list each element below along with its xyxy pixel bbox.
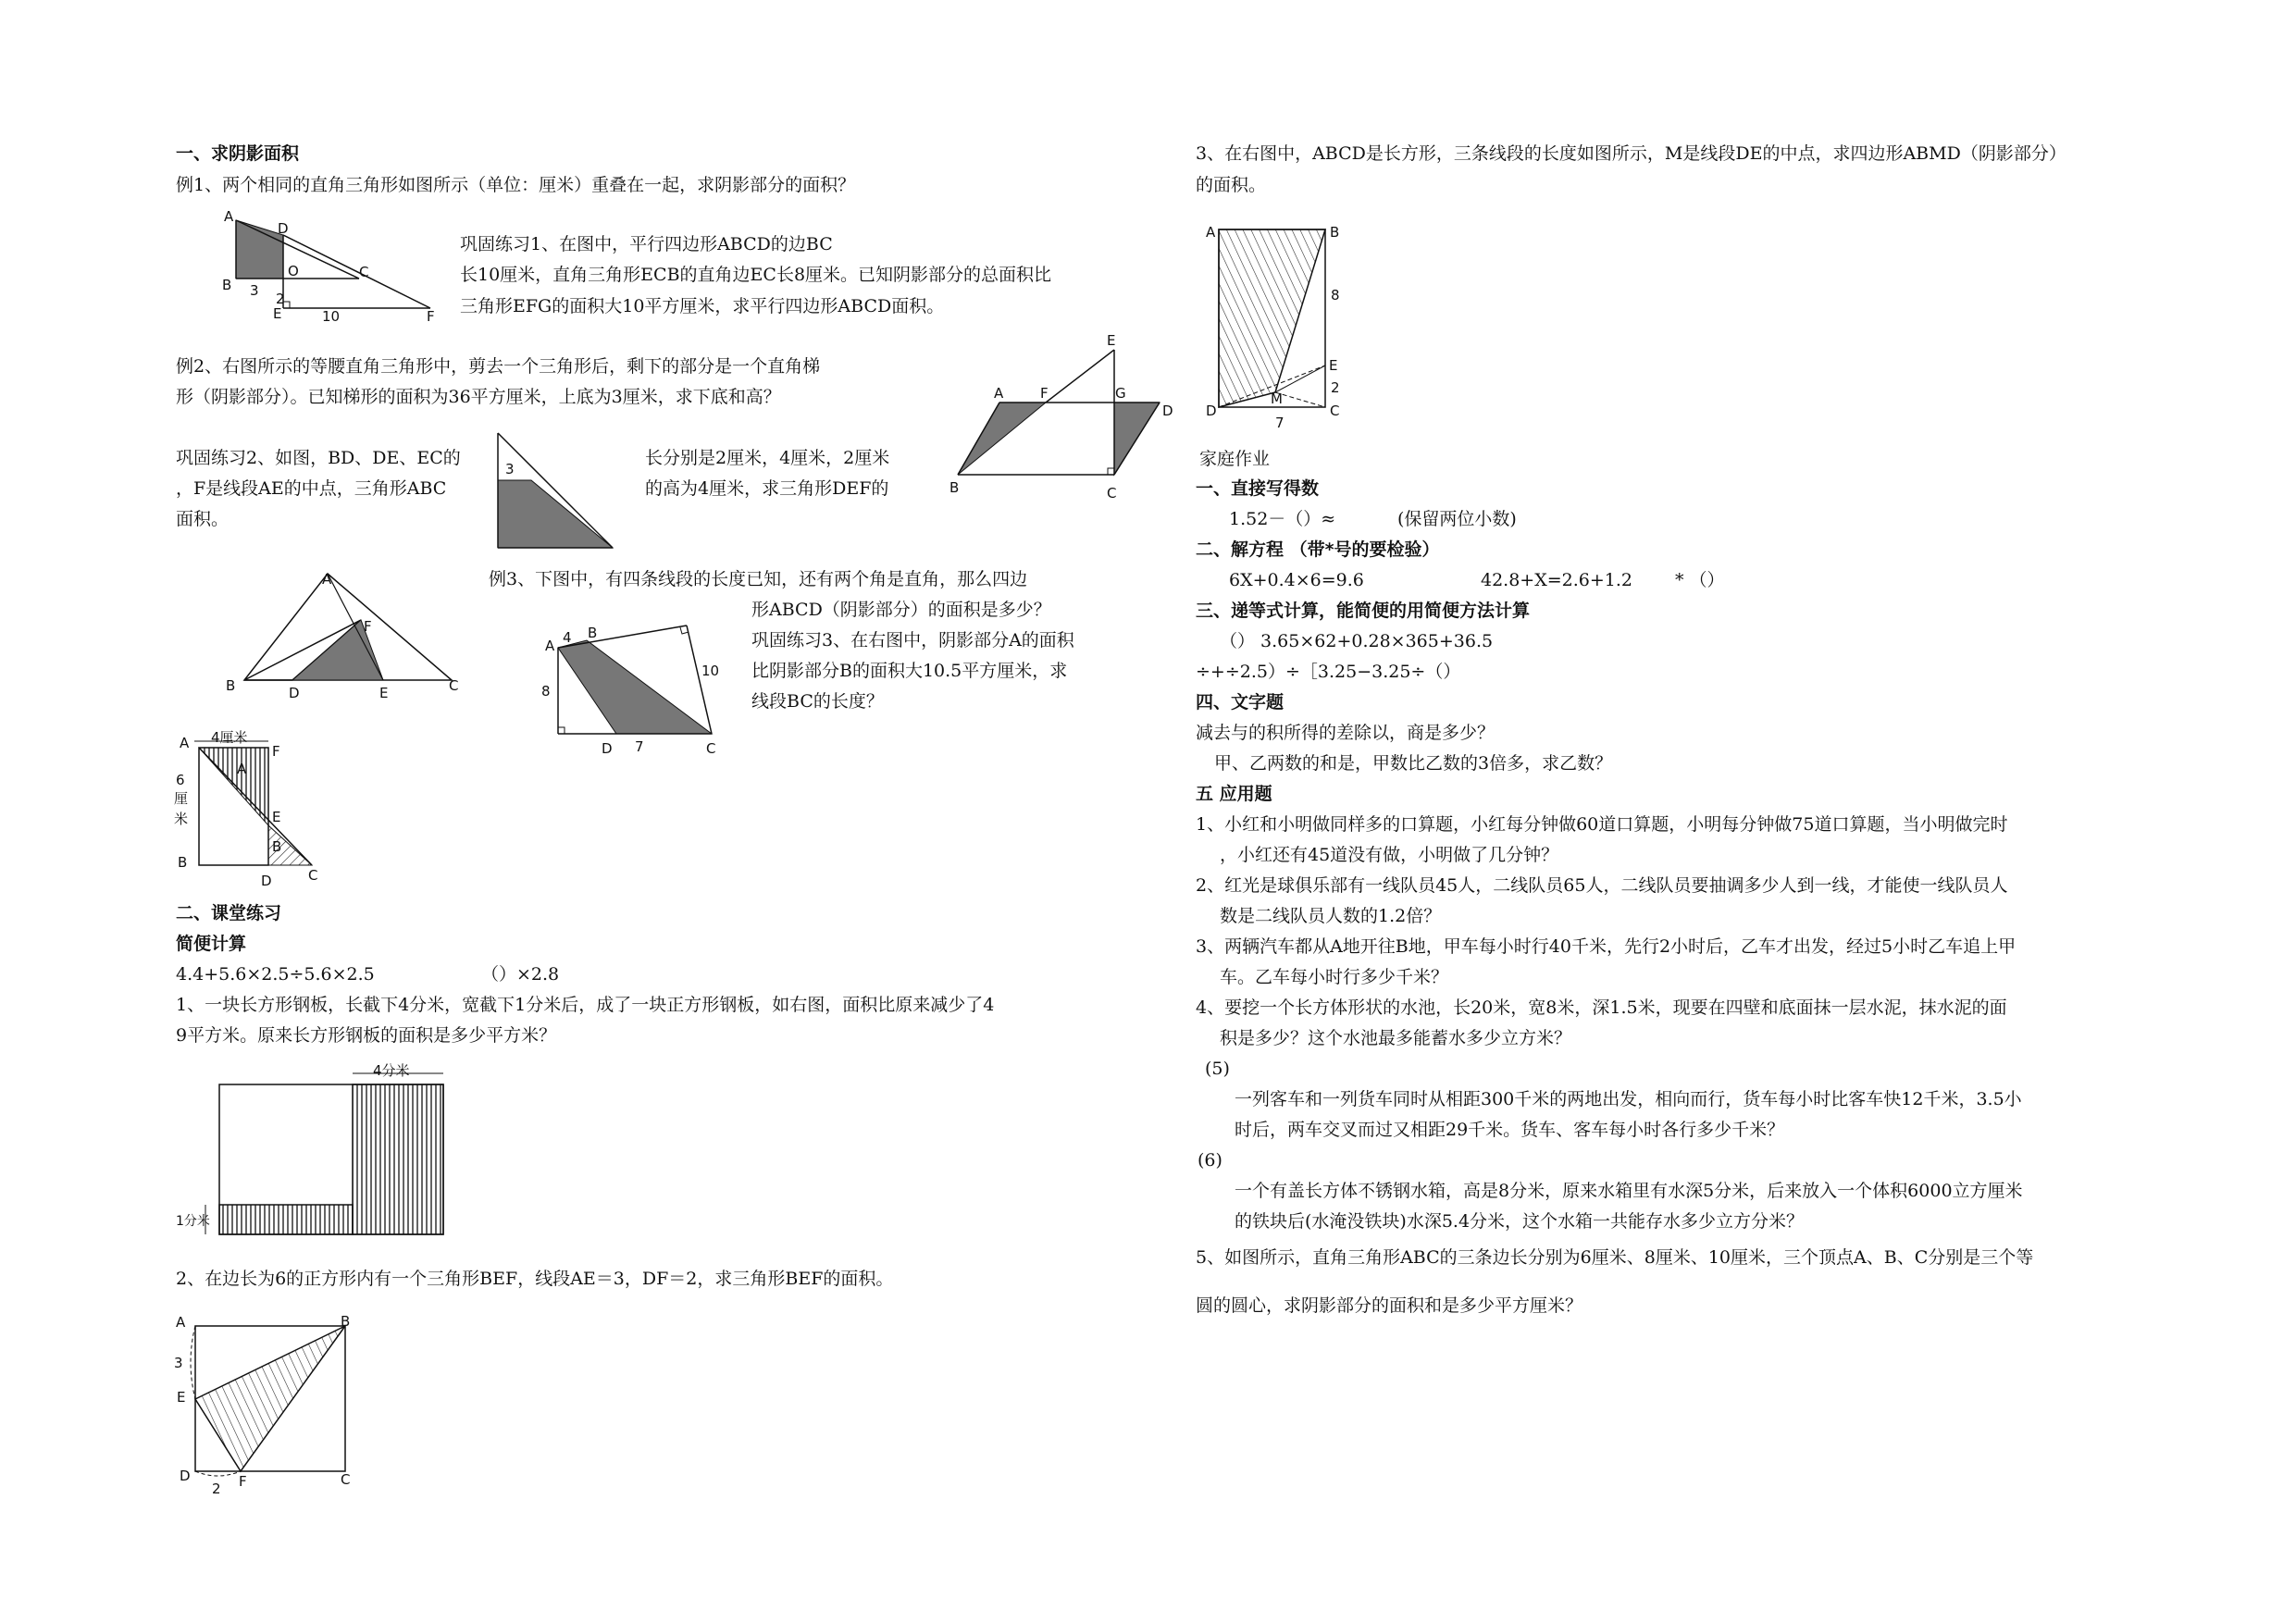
app-problem-1-line-2: ，小红还有45道没有做，小明做了几分钟？ [1220,845,1559,865]
example-3-line-2: 形ABCD（阴影部分）的面积是多少？ [751,600,1051,620]
figure-parallelogram [949,332,1173,502]
figure-isosceles-triangle [498,433,613,548]
label: 2 [276,291,285,307]
label: B [1330,224,1340,241]
question-1-line-2: 9平方米。原来长方形钢板的面积是多少平方米？ [176,1025,557,1046]
app-problem-5-line-2: 时后，两车交叉而过又相距29千米。货车、客车每小时各行多少千米？ [1235,1120,1785,1140]
shaded-trapezoid [236,220,283,279]
label: 3 [174,1355,183,1371]
app-problem-1-line-1: 1、小红和小明做同样多的口算题，小红每分钟做60道口算题，小明每分钟做75道口算题，当小明做完时 [1196,814,2008,835]
label: B [178,854,188,871]
equation-2: 42.8+X=2.6+1.2 [1481,570,1633,590]
calc-expression-1: 4.4+5.6×2.5÷5.6×2.5 [176,964,375,985]
app-problem-7-line-1: 5、如图所示，直角三角形ABC的三条边长分别为6厘米、8厘米、10厘米，三个顶点A、B、C分别是三个等 [1196,1247,2034,1268]
label: 8 [541,683,551,700]
practice-1-line-1: 巩固练习1、在图中，平行四边形ABCD的边BC [460,234,833,254]
label: B [222,277,232,293]
label: E [1329,357,1338,374]
figure-steel-plate [176,1062,443,1234]
label: A [176,1314,186,1331]
label: C [449,677,459,694]
figure-triangle-def [226,571,458,701]
app-problem-2-line-2: 数是二线队员人数的1.2倍？ [1220,906,1442,926]
homework-1-note: (保留两位小数) [1397,509,1517,529]
label: C [308,867,318,884]
app-problem-5-number: (5) [1205,1059,1230,1079]
label: A [224,208,234,225]
label: 10 [701,663,720,679]
practice-1-line-3: 三角形EFG的面积大10平方厘米，求平行四边形ABCD面积。 [460,296,945,316]
label: F [1040,385,1049,402]
word-problem-1: 减去与的积所得的差除以，商是多少？ [1196,723,1496,743]
label: B [949,479,960,496]
app-problem-6-line-2: 的铁块后(水淹没铁块)水深5.4分米，这个水箱一共能存水多少立方分米？ [1235,1211,1805,1232]
label: M [1271,390,1283,407]
label: A [237,761,247,777]
label: B [341,1313,351,1330]
label: G [1115,385,1126,402]
example-1-text: 例1、两个相同的直角三角形如图所示（单位：厘米）重叠在一起，求阴影部分的面积？ [176,175,856,195]
label: B [272,838,282,855]
app-problem-5-line-1: 一列客车和一列货车同时从相距300千米的两地出发，相向而行，货车每小时比客车快12千米，3.5小 [1235,1089,2022,1109]
example-3-line-1: 例3、下图中，有四条线段的长度已知，还有两个角是直角，那么四边 [489,569,1028,589]
label: D [261,873,272,889]
practice-3-line-3: 线段BC的长度？ [751,691,884,712]
homework-section-4: 四、文字题 [1196,692,1285,712]
app-problem-3-line-1: 3、两辆汽车都从A地开往B地，甲车每小时行40千米，先行2小时后，乙车才出发，经过5小时乙车追上甲 [1196,936,2017,957]
label: 2 [212,1481,221,1497]
label: C [359,264,369,280]
question-3-line-2: 的面积。 [1196,175,1267,195]
app-problem-3-line-2: 车。乙车每小时行多少千米？ [1220,967,1449,987]
label: C [1107,485,1117,502]
label: F [272,743,280,760]
example-2-line-1: 例2、右图所示的等腰直角三角形中，剪去一个三角形后，剩下的部分是一个直角梯 [176,356,821,377]
label: A [994,385,1004,402]
label: 6 [176,772,185,788]
practice-2-line-3: 面积。 [176,509,230,529]
label: D [289,685,300,701]
label: D [602,740,613,757]
equation-3: * （） [1675,570,1725,590]
label: C [1330,403,1340,419]
label: 厘 [174,790,189,807]
label: F [239,1473,247,1490]
label: E [273,305,282,322]
app-problem-2-line-1: 2、红光是球俱乐部有一线队员45人，二线队员65人，二线队员要抽调多少人到一线，才能使一线队员人 [1196,875,2008,896]
label: 3 [505,461,515,477]
app-problem-4-line-2: 积是多少？这个水池最多能蓄水多少立方米？ [1220,1028,1572,1048]
label: E [177,1389,186,1406]
label: 4分米 [373,1062,410,1079]
practice-2-line-1a: 巩固练习2、如图，BD、DE、EC的 [176,448,461,468]
practice-1-line-2: 长10厘米，直角三角形ECB的直角边EC长8厘米。已知阴影部分的总面积比 [460,265,1052,285]
label: 8 [1331,287,1340,304]
practice-3-line-2: 比阴影部分B的面积大10.5平方厘米，求 [751,661,1068,681]
homework-title: 家庭作业 [1199,449,1271,469]
word-problem-2: 甲、乙两数的和是，甲数比乙数的3倍多，求乙数？ [1214,753,1613,774]
figure-square-bef [174,1313,350,1497]
label: 3 [250,282,259,299]
label: C [706,740,716,757]
label: 2 [1331,379,1340,396]
question-1-line-1: 1、一块长方形钢板，长截下4分米，宽截下1分米后，成了一块正方形钢板，如右图，面积比原来减少了4 [176,995,995,1015]
practice-3-line-1: 巩固练习3、在右图中，阴影部分A的面积 [751,630,1074,650]
question-3-line-1: 3、在右图中，ABCD是长方形，三条线段的长度如图所示，M是线段DE的中点，求四边形ABMD（阴影部分） [1196,143,2066,164]
label: C [341,1471,351,1488]
homework-section-1: 一、直接写得数 [1196,478,1320,499]
practice-2-line-1b: 长分别是2厘米，4厘米，2厘米 [645,448,890,468]
homework-1-expr: 1.52－（）≈ [1229,509,1336,529]
calc-expression-2: （）×2.8 [481,964,560,985]
label: D [278,220,289,237]
stepwise-calc-1: （） 3.65×62+0.28×365+36.5 [1220,631,1494,651]
label: 7 [1275,415,1285,431]
label: B [588,625,598,641]
app-problem-4-line-1: 4、要挖一个长方体形状的水池，长20米，宽8米，深1.5米，现要在四壁和底面抹一层水泥，抹水泥的面 [1196,997,2007,1018]
label: F [364,618,372,635]
label: E [379,685,389,701]
homework-section-2: 二、解方程 （带*号的要检验） [1196,539,1440,560]
label: 4 [563,629,572,646]
label: E [272,809,281,825]
figure-striped-rectangle [174,729,317,889]
label: B [226,677,236,694]
label: 4厘米 [211,729,248,746]
equation-1: 6X+0.4×6=9.6 [1229,570,1364,590]
label: D [180,1468,191,1484]
app-problem-6-line-1: 一个有盖长方体不锈钢水箱，高是8分米，原来水箱里有水深5分米，后来放入一个体积6000立方厘米 [1235,1181,2023,1201]
section-title-class-practice: 二、课堂练习 [176,903,282,923]
label: O [288,263,299,279]
section-title-shadow-area: 一、求阴影面积 [176,143,300,164]
label: 1分米 [176,1214,210,1229]
label: 10 [322,308,341,325]
label: A [322,571,332,588]
stepwise-calc-2: ÷+÷2.5）÷［3.25−3.25÷（） [1196,662,1461,682]
app-problem-7-line-2: 圆的圆心，求阴影部分的面积和是多少平方厘米？ [1196,1295,1583,1316]
label: A [545,638,555,654]
subsection-simple-calc: 简便计算 [176,934,247,954]
label: F [427,308,435,325]
label: D [1162,403,1173,419]
homework-section-3: 三、递等式计算，能简便的用简便方法计算 [1196,601,1531,621]
label: 7 [635,738,644,755]
figure-rectangle-abmd [1206,224,1340,431]
label: 米 [174,811,189,827]
figure-quadrilateral [541,625,719,757]
practice-2-line-2b: 的高为4厘米，求三角形DEF的 [645,478,889,499]
example-2-line-2: 形（阴影部分）。已知梯形的面积为36平方厘米，上底为3厘米，求下底和高？ [176,387,781,407]
question-2-text: 2、在边长为6的正方形内有一个三角形BEF，线段AE＝3，DF＝2，求三角形BEF的面积。 [176,1269,894,1289]
homework-section-5: 五 应用题 [1196,784,1272,804]
figure-overlapping-triangles [222,208,435,325]
label: E [1107,332,1116,349]
label: A [180,735,190,751]
label: A [1206,224,1216,241]
practice-2-line-2a: ，F是线段AE的中点，三角形ABC [176,478,447,499]
label: D [1206,403,1217,419]
app-problem-6-number: (6) [1198,1150,1222,1171]
